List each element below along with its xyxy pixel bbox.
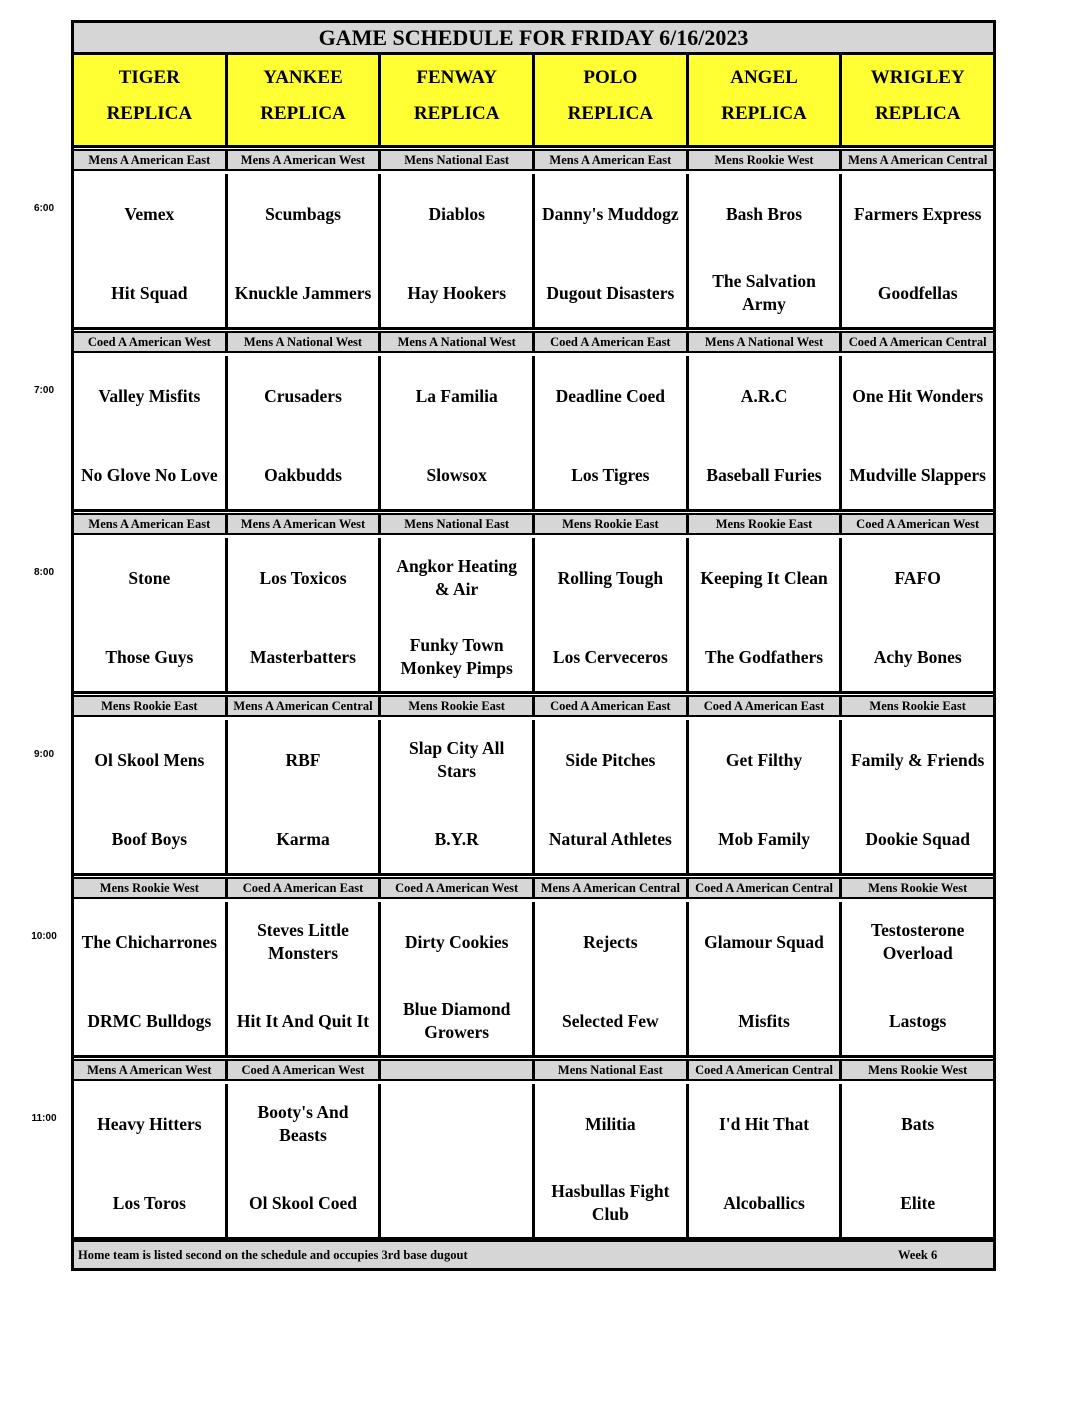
game-cell [689, 538, 843, 691]
field-header-tiger [74, 55, 228, 145]
away-team: Ol Skool Mens [94, 749, 205, 770]
field-name: ANGEL [730, 67, 798, 88]
field-type: REPLICA [260, 103, 346, 124]
home-team: The Godfathers [704, 646, 824, 667]
home-team: Hay Hookers [407, 282, 507, 303]
division-label: Mens Rookie East [535, 515, 689, 533]
division-label: Mens A American East [535, 151, 689, 169]
home-team: Misfits [738, 1010, 790, 1031]
game-cell [535, 720, 689, 873]
division-label: Mens National East [381, 151, 535, 169]
division-label: Mens National East [535, 1061, 689, 1079]
game-cell [842, 356, 993, 509]
game-cell [842, 1084, 993, 1237]
division-label: Mens A National West [381, 333, 535, 351]
time-label: 10:00 [31, 931, 57, 942]
division-label: Mens A American West [74, 1061, 228, 1079]
division-label: Mens A American West [228, 515, 382, 533]
field-type: REPLICA [413, 103, 500, 124]
away-team: Dirty Cookies [404, 931, 509, 952]
game-cell [74, 538, 228, 691]
home-team: Dookie Squad [865, 828, 970, 849]
time-label: 8:00 [33, 567, 54, 578]
away-team: Family & Friends [851, 749, 985, 770]
week-label: Week 6 [898, 1248, 938, 1262]
home-team: Goodfellas [877, 282, 958, 303]
home-team: Los Tigres [571, 464, 650, 485]
away-team: RBF [285, 749, 321, 770]
field-header-angel [689, 55, 843, 145]
game-cell [689, 356, 843, 509]
away-team: Steves Little Monsters [257, 920, 349, 963]
game-cell [74, 1084, 228, 1237]
game-cell [228, 356, 382, 509]
away-team: The Chicharrones [81, 931, 217, 952]
home-team: Boof Boys [111, 828, 188, 849]
division-row [74, 331, 993, 353]
home-team: Alcoballics [723, 1192, 805, 1213]
time-label: 6:00 [33, 203, 54, 214]
game-cell [381, 356, 535, 509]
game-row [74, 902, 993, 1058]
game-cell [535, 174, 689, 327]
away-team: Booty's And Beasts [257, 1102, 349, 1145]
game-cell [228, 720, 382, 873]
game-cell [689, 174, 843, 327]
away-team: Diablos [428, 203, 485, 224]
away-team: Side Pitches [565, 749, 656, 770]
division-label: Coed A American Central [848, 335, 987, 349]
field-name: FENWAY [416, 67, 497, 88]
game-cell [74, 174, 228, 327]
division-label: Mens A American East [74, 151, 228, 169]
home-team: Achy Bones [873, 646, 962, 667]
game-cell [535, 902, 689, 1055]
home-team: Oakbudds [264, 464, 342, 485]
away-team: Valley Misfits [98, 385, 201, 406]
away-team: Rejects [583, 931, 638, 952]
division-label: Coed A American West [381, 879, 535, 897]
away-team: Vemex [124, 203, 175, 224]
game-cell [228, 902, 382, 1055]
game-cell [228, 538, 382, 691]
home-team: Hasbullas Fight Club [551, 1181, 670, 1224]
home-team: Blue Diamond Growers [402, 999, 511, 1042]
field-header-fenway [381, 55, 535, 145]
division-label: Mens Rookie West [689, 151, 843, 169]
field-name: TIGER [118, 67, 180, 88]
division-row [74, 513, 993, 535]
home-team: Masterbatters [250, 646, 356, 667]
home-team: Baseball Furies [706, 464, 822, 485]
division-label: Coed A American West [228, 1061, 382, 1079]
division-label: Mens Rookie East [74, 697, 228, 715]
away-team: Los Toxicos [259, 567, 347, 588]
field-type: REPLICA [106, 103, 193, 124]
game-cell [535, 538, 689, 691]
away-team: Rolling Tough [557, 567, 664, 588]
division-label: Mens A National West [228, 333, 382, 351]
home-team: Mudville Slappers [849, 464, 986, 485]
division-row [74, 149, 993, 171]
home-team: Karma [276, 828, 330, 849]
time-label: 7:00 [33, 385, 54, 396]
away-team: Bats [901, 1113, 935, 1134]
game-row [74, 1084, 993, 1240]
game-row [74, 720, 993, 876]
home-team: Dugout Disasters [546, 282, 675, 303]
game-cell [689, 720, 843, 873]
game-cell [689, 1084, 843, 1237]
game-cell [842, 720, 993, 873]
game-cell [74, 902, 228, 1055]
field-name: YANKEE [263, 67, 343, 88]
game-cell [535, 1084, 689, 1237]
away-team: Scumbags [265, 203, 341, 224]
division-label: Coed A American Central [689, 879, 843, 897]
division-label: Coed A American East [535, 333, 689, 351]
home-team: Those Guys [105, 646, 194, 667]
game-cell [381, 902, 535, 1055]
division-label: Mens A American East [74, 515, 228, 533]
division-label: Mens Rookie East [869, 699, 966, 713]
home-team: Knuckle Jammers [234, 282, 372, 303]
away-team: La Familia [415, 385, 498, 406]
home-team: Hit It And Quit It [236, 1010, 370, 1031]
division-label: Mens Rookie West [74, 879, 228, 897]
game-cell [381, 174, 535, 327]
division-label: Mens Rookie East [381, 697, 535, 715]
game-cell [842, 538, 993, 691]
home-team: Los Cerveceros [552, 646, 668, 667]
field-type: REPLICA [721, 103, 807, 124]
game-cell [842, 902, 993, 1055]
division-label: Mens A American Central [228, 697, 382, 715]
away-team: A.R.C [740, 385, 788, 406]
away-team: Stone [128, 567, 171, 588]
away-team: Get Filthy [725, 749, 803, 770]
field-header-yankee [228, 55, 382, 145]
home-team: No Glove No Love [81, 464, 218, 485]
away-team: Heavy Hitters [97, 1113, 202, 1134]
away-team: FAFO [894, 567, 941, 588]
home-team: Natural Athletes [548, 828, 672, 849]
away-team: Crusaders [264, 385, 342, 406]
division-label: Mens A National West [689, 333, 843, 351]
division-label: Coed A American East [689, 697, 843, 715]
field-header-polo [535, 55, 689, 145]
home-team [381, 1179, 532, 1227]
home-team: DRMC Bulldogs [87, 1010, 212, 1031]
home-team: Funky Town Monkey Pimps [400, 635, 513, 678]
game-row [74, 356, 993, 512]
division-label: Mens A American Central [535, 879, 689, 897]
time-label: 9:00 [33, 749, 54, 760]
home-team: The Salvation Army [712, 271, 816, 314]
division-label: Coed A American West [856, 517, 980, 531]
game-row [74, 538, 993, 694]
field-type: REPLICA [874, 103, 961, 124]
away-team: I'd Hit That [718, 1113, 810, 1134]
division-label: Mens A American West [228, 151, 382, 169]
division-label: Coed A American East [535, 697, 689, 715]
game-cell [74, 356, 228, 509]
away-team: Keeping It Clean [700, 567, 828, 588]
away-team: Farmers Express [853, 203, 982, 224]
home-team: Los Toros [112, 1192, 186, 1213]
game-cell [228, 174, 382, 327]
game-row [74, 174, 993, 330]
away-team: Glamour Squad [704, 931, 824, 952]
home-team: Slowsox [426, 464, 487, 485]
home-team: Elite [900, 1192, 936, 1213]
game-cell [381, 538, 535, 691]
division-label [381, 1061, 535, 1079]
away-team: Bash Bros [726, 203, 803, 224]
game-cell [689, 902, 843, 1055]
division-label: Coed A American East [228, 879, 382, 897]
division-row [74, 695, 993, 717]
home-team-note: Home team is listed second on the schedule and occupies 3rd base dugout [78, 1248, 468, 1262]
game-cell [74, 720, 228, 873]
home-team: Lastogs [889, 1010, 947, 1031]
game-cell [228, 1084, 382, 1237]
away-team: Deadline Coed [555, 385, 666, 406]
division-row [74, 1059, 993, 1081]
footer-bar [74, 1239, 993, 1268]
division-label: Mens National East [381, 515, 535, 533]
division-label: Mens Rookie West [868, 1063, 968, 1077]
field-name: POLO [583, 67, 638, 88]
schedule-sheet [71, 20, 996, 1271]
division-label: Coed A American West [74, 333, 228, 351]
time-label: 11:00 [31, 1113, 57, 1124]
away-team [381, 1100, 532, 1148]
field-type: REPLICA [567, 103, 654, 124]
away-team: Testosterone Overload [871, 920, 965, 963]
game-cell [842, 174, 993, 327]
home-team: Hit Squad [111, 282, 188, 303]
division-label: Mens Rookie West [868, 881, 968, 895]
away-team: Militia [585, 1113, 636, 1134]
away-team: Danny's Muddogz [542, 203, 679, 224]
field-name: WRIGLEY [870, 67, 965, 88]
game-cell [381, 1084, 535, 1237]
division-label: Mens Rookie East [689, 515, 843, 533]
away-team: One Hit Wonders [852, 385, 984, 406]
home-team: B.Y.R [434, 828, 479, 849]
division-label: Coed A American Central [689, 1061, 843, 1079]
division-label: Mens A American Central [848, 153, 988, 167]
away-team: Slap City All Stars [409, 738, 505, 781]
home-team: Ol Skool Coed [249, 1192, 357, 1213]
division-row [74, 877, 993, 899]
page-title: GAME SCHEDULE FOR FRIDAY 6/16/2023 [74, 23, 993, 55]
game-cell [381, 720, 535, 873]
home-team: Selected Few [562, 1010, 659, 1031]
game-cell [535, 356, 689, 509]
field-header-row [74, 55, 993, 148]
home-team: Mob Family [718, 828, 810, 849]
field-header-wrigley [842, 55, 993, 145]
away-team: Angkor Heating & Air [396, 556, 518, 599]
